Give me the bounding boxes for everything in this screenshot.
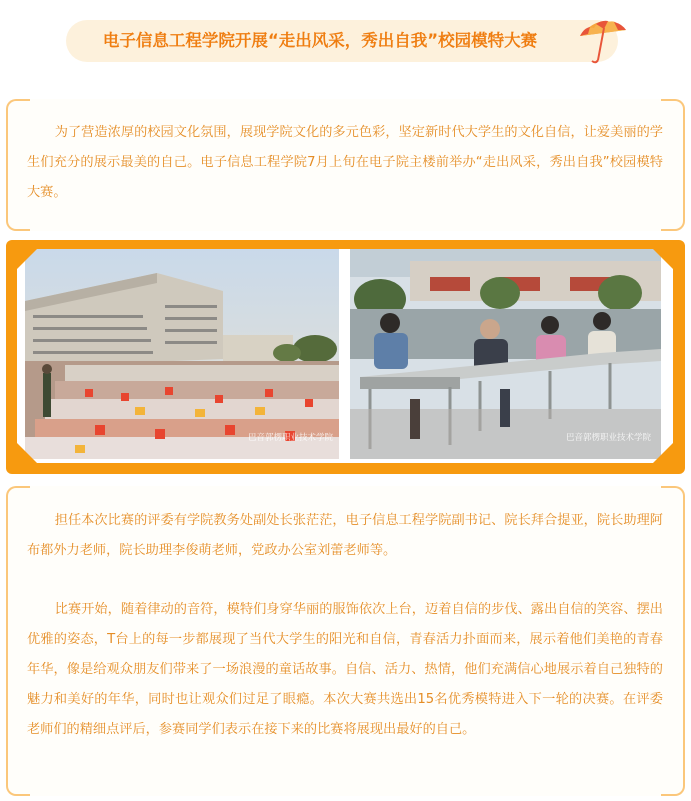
bracket-right: [661, 486, 685, 796]
competition-paragraph: 比赛开始，随着律动的音符，模特们身穿华丽的服饰依次上台，迈着自信的步伐、露出自信的笑容、摆出优雅的姿态，T台上的每一步都展现了当代大学生的阳光和自信，青春活力扑面而来，展示着他们美艳的青春年华，像是给观众朋友们带来了一场浪漫的童话故事。自信、活力、热情，他们充满信心地展示着自己独特的魅力和美好的年华，同时也让观众们过足了眼瘾。本次大赛共选出15名优秀模特进入下一轮的决赛。在评委老师们的精细点评后，参赛同学们表示在接下来的比赛将展现出最好的自己。: [27, 602, 663, 737]
audience-image: [25, 249, 339, 459]
frame-corner: [652, 248, 674, 270]
frame-corner: [652, 442, 674, 464]
body-card: [6, 486, 685, 796]
photo-watermark: 巴音郭楞职业技术学院: [247, 433, 333, 443]
judges-image: [350, 249, 661, 459]
judges-paragraph: 担任本次比赛的评委有学院教务处副处长张茫茫，电子信息工程学院副书记、院长拜合提亚，院长助理阿布都外力老师，院长助理李俊萌老师，党政办公室刘蕾老师等。: [27, 513, 663, 558]
umbrella-icon: [574, 14, 630, 64]
frame-corner: [16, 442, 38, 464]
intro-paragraph: 为了营造浓厚的校园文化氛围，展现学院文化的多元色彩，坚定新时代大学生的文化自信，让爱美丽的学生们充分的展示最美的自己。电子信息工程学院7月上旬在电子院主楼前举办“走出风采，秀出自我”校园模特大赛。: [27, 125, 663, 200]
photo-audience: [25, 249, 339, 459]
bracket-right: [661, 99, 685, 231]
photo-judges: [350, 249, 661, 459]
photo-watermark: 巴音郭楞职业技术学院: [565, 433, 651, 443]
photo-frame: [6, 240, 685, 474]
intro-card: [6, 99, 685, 231]
frame-corner: [16, 248, 38, 270]
page-title: 电子信息工程学院开展“走出风采，秀出自我”校园模特大赛: [102, 31, 538, 50]
title-banner: [66, 20, 618, 62]
